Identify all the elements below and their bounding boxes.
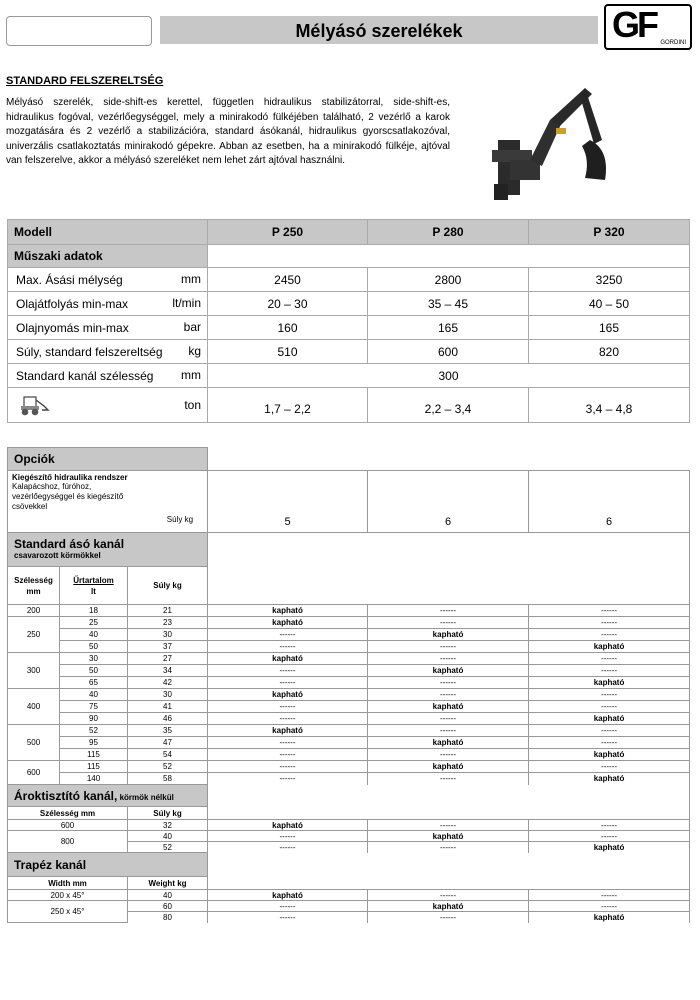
bucket-row [8,641,690,653]
model-p280: P 280 [368,220,529,245]
bucket-availability: ------ [368,677,529,689]
skid-steer-icon [16,394,50,416]
row-unit: mm [181,272,201,286]
bucket-availability: kapható [529,749,690,761]
ditch-width: 800 [8,831,128,853]
ditch-row [8,831,690,842]
bucket-row [8,689,690,701]
trapez-availability: ------ [529,901,690,912]
bucket-row [8,677,690,689]
bucket-weight: 30 [128,689,208,701]
bucket-subtitle: csavarozott körmökkel [14,550,101,560]
trapez-availability: ------ [529,890,690,901]
bucket-availability: ------ [529,617,690,629]
bucket-weight: 30 [128,629,208,641]
table-row [8,364,690,388]
bucket-availability: ------ [529,653,690,665]
trapez-col-width: Width mm [8,877,128,890]
bucket-weight: 27 [128,653,208,665]
bucket-availability: ------ [529,605,690,617]
table-row [8,340,690,364]
row-value: 160 [208,316,368,340]
bucket-availability: ------ [529,737,690,749]
bucket-weight: 41 [128,701,208,713]
bucket-row [8,737,690,749]
trapez-weight: 40 [128,890,208,901]
bucket-availability: ------ [529,725,690,737]
trapez-availability: ------ [208,912,368,923]
bucket-availability: ------ [208,749,368,761]
backhoe-attachment-image [490,80,620,205]
bucket-availability: ------ [208,737,368,749]
bucket-availability: ------ [368,641,529,653]
row-value: 3,4 – 4,8 [529,388,690,423]
row-value: 165 [368,316,529,340]
bucket-availability: ------ [208,629,368,641]
bucket-volume: 50 [60,665,128,677]
row-value: 2450 [208,268,368,292]
bucket-volume: 115 [60,761,128,773]
technical-data-table [7,219,690,423]
ditch-row [8,820,690,831]
ditch-width: 600 [8,820,128,831]
bucket-availability: ------ [529,629,690,641]
col-width: Szélesség [14,575,53,585]
bucket-availability: ------ [208,665,368,677]
options-table [7,447,690,923]
bucket-availability: kapható [368,629,529,641]
tech-section-title: Műszaki adatok [8,245,208,268]
bucket-width: 400 [8,689,60,725]
bucket-weight: 42 [128,677,208,689]
bucket-availability: kapható [208,725,368,737]
bucket-weight: 34 [128,665,208,677]
bucket-width: 300 [8,653,60,689]
ditch-availability: ------ [529,820,690,831]
trapez-width: 250 x 45° [8,901,128,923]
row-value: 510 [208,340,368,364]
ditch-col-weight: Súly kg [128,807,208,820]
bucket-availability: kapható [529,773,690,785]
hyd-unit: Súly kg [166,515,194,524]
table-header-row [8,220,690,245]
bucket-weight: 35 [128,725,208,737]
trapez-weight: 60 [128,901,208,912]
section-row [8,245,690,268]
bucket-availability: ------ [368,605,529,617]
ditch-rows [8,820,690,853]
bucket-availability: ------ [368,689,529,701]
hyd-value: 5 [208,471,368,533]
row-unit: bar [183,320,201,334]
bucket-weight: 23 [128,617,208,629]
bucket-volume: 115 [60,749,128,761]
hyd-desc: Kalapácshoz, fúróhoz, vezérlőegységgel és kiegészítő csövekkel [12,482,124,511]
trapez-title: Trapéz kanál [8,853,208,877]
bucket-weight: 47 [128,737,208,749]
row-unit: kg [188,344,201,358]
bucket-availability: kapható [368,761,529,773]
trapez-width: 200 x 45° [8,890,128,901]
model-p250: P 250 [208,220,368,245]
bucket-width: 200 [8,605,60,617]
row-value: 20 – 30 [208,292,368,316]
row-value: 165 [529,316,690,340]
bucket-width: 500 [8,725,60,761]
bucket-availability: ------ [208,773,368,785]
col-width-unit: mm [26,586,41,596]
row-value: 40 – 50 [529,292,690,316]
row-unit: ton [184,398,201,412]
bucket-availability: ------ [529,689,690,701]
col-volume-unit: lt [91,586,96,596]
row-label: Olajnyomás min-max [16,320,129,335]
ditch-weight: 52 [128,842,208,853]
bucket-availability: kapható [368,665,529,677]
hyd-title: Kiegészítő hidraulika rendszer [12,473,128,482]
bucket-availability: kapható [529,713,690,725]
ditch-availability: ------ [208,842,368,853]
bucket-volume: 90 [60,713,128,725]
bucket-availability: kapható [529,641,690,653]
row-value: 35 – 45 [368,292,529,316]
trapez-row [8,901,690,912]
bucket-row [8,665,690,677]
bucket-weight: 21 [128,605,208,617]
row-value: 2,2 – 3,4 [368,388,529,423]
bucket-row [8,701,690,713]
options-title: Opciók [8,448,208,471]
bucket-availability: ------ [368,749,529,761]
bucket-volume: 30 [60,653,128,665]
ditch-title: Ároktisztító kanál, [14,788,118,803]
hyd-value: 6 [529,471,690,533]
table-row [8,268,690,292]
bucket-availability: kapható [368,701,529,713]
bucket-row [8,773,690,785]
row-label: Súly, standard felszereltség [16,344,163,359]
bucket-row [8,713,690,725]
row-unit: mm [181,368,201,382]
standard-equipment-text: Mélyásó szerelék, side-shift-es kerettel, független hidraulikus stabilizátorral, side-shift-es, hidraulikus fogóval, vezérlőegységgel, mely a minirakodó fülkéjében található, 2 vezérlő a karok mozgatására és 2 vezérlő a stabilizációra, standard ásókanál, hidraulikus gyorscsatlakozóval, univerzális csatlakoztatás minirakodó gépekre. Abban az esetben, ha a minirakodó fülkéje, ajtóval van felszerelve, akkor a mélyásó szereléket nem lehet zárt ajtóval használni. [6,97,450,167]
bucket-volume: 95 [60,737,128,749]
bucket-title: Standard ásó kanál [14,536,125,551]
ditch-availability: kapható [208,820,368,831]
bucket-availability: ------ [208,713,368,725]
bucket-availability: kapható [208,617,368,629]
trapez-availability: kapható [368,901,529,912]
col-weight-unit: kg [172,581,182,590]
bucket-availability: ------ [368,653,529,665]
row-label: Max. Ásási mélység [16,272,123,287]
ditch-col-width: Szélesség mm [8,807,128,820]
ditch-weight: 32 [128,820,208,831]
row-unit: lt/min [172,296,201,310]
col-volume: Űrtartalom [73,575,114,585]
trapez-availability: kapható [529,912,690,923]
trapez-availability: ------ [368,912,529,923]
bucket-rows [8,605,690,785]
trapez-col-weight: Weight kg [128,877,208,890]
ditch-weight: 40 [128,831,208,842]
row-value: 300 [208,364,690,388]
bucket-volume: 40 [60,689,128,701]
bucket-weight: 58 [128,773,208,785]
bucket-row [8,605,690,617]
table-row [8,388,690,423]
bucket-row [8,653,690,665]
trapez-rows [8,890,690,923]
bucket-availability: ------ [368,617,529,629]
bucket-volume: 140 [60,773,128,785]
trapez-availability: ------ [208,901,368,912]
bucket-availability: ------ [529,761,690,773]
row-value: 600 [368,340,529,364]
bucket-availability: ------ [529,701,690,713]
row-value: 1,7 – 2,2 [208,388,368,423]
table-row [8,316,690,340]
trapez-availability: kapható [208,890,368,901]
bucket-availability: ------ [208,761,368,773]
bucket-weight: 52 [128,761,208,773]
hyd-value: 6 [368,471,529,533]
bucket-volume: 40 [60,629,128,641]
bucket-volume: 18 [60,605,128,617]
bucket-row [8,725,690,737]
bucket-weight: 37 [128,641,208,653]
ditch-availability: ------ [368,820,529,831]
bucket-availability: kapható [208,605,368,617]
ditch-availability: ------ [368,842,529,853]
bucket-availability: ------ [368,773,529,785]
row-value: 820 [529,340,690,364]
bucket-volume: 65 [60,677,128,689]
bucket-availability: ------ [208,641,368,653]
bucket-availability: kapható [368,737,529,749]
ditch-availability: kapható [529,842,690,853]
bucket-row [8,629,690,641]
trapez-availability: ------ [368,890,529,901]
model-header: Modell [8,220,208,245]
bucket-availability: ------ [208,701,368,713]
table-row [8,292,690,316]
bucket-availability: kapható [208,689,368,701]
bucket-weight: 54 [128,749,208,761]
bucket-volume: 50 [60,641,128,653]
ditch-availability: ------ [208,831,368,842]
bucket-volume: 75 [60,701,128,713]
col-weight: Súly [153,581,171,590]
bucket-weight: 46 [128,713,208,725]
bucket-availability: ------ [368,725,529,737]
bucket-availability: kapható [529,677,690,689]
ditch-availability: kapható [368,831,529,842]
bucket-row [8,749,690,761]
ditch-subtitle: körmök nélkül [119,792,174,802]
bucket-volume: 52 [60,725,128,737]
row-value: 3250 [529,268,690,292]
page-title: Mélyásó szerelékek [160,16,598,44]
bucket-availability: ------ [529,665,690,677]
row-value: 2800 [368,268,529,292]
model-p320: P 320 [529,220,690,245]
bucket-width: 600 [8,761,60,785]
bucket-availability: kapható [208,653,368,665]
row-label: Olajátfolyás min-max [16,296,129,311]
trapez-weight: 80 [128,912,208,923]
row-label: Standard kanál szélesség [16,368,154,383]
trapez-row [8,890,690,901]
bucket-availability: ------ [208,677,368,689]
header-empty-box [6,16,152,46]
bucket-availability: ------ [368,713,529,725]
bucket-row [8,617,690,629]
bucket-volume: 25 [60,617,128,629]
logo-text: GF [612,4,656,45]
bucket-row [8,761,690,773]
ditch-availability: ------ [529,831,690,842]
standard-equipment-title: STANDARD FELSZERELTSÉG [6,75,164,87]
bucket-width: 250 [8,617,60,653]
logo-subtext: GORDINI [660,40,686,46]
gf-logo [604,4,692,50]
